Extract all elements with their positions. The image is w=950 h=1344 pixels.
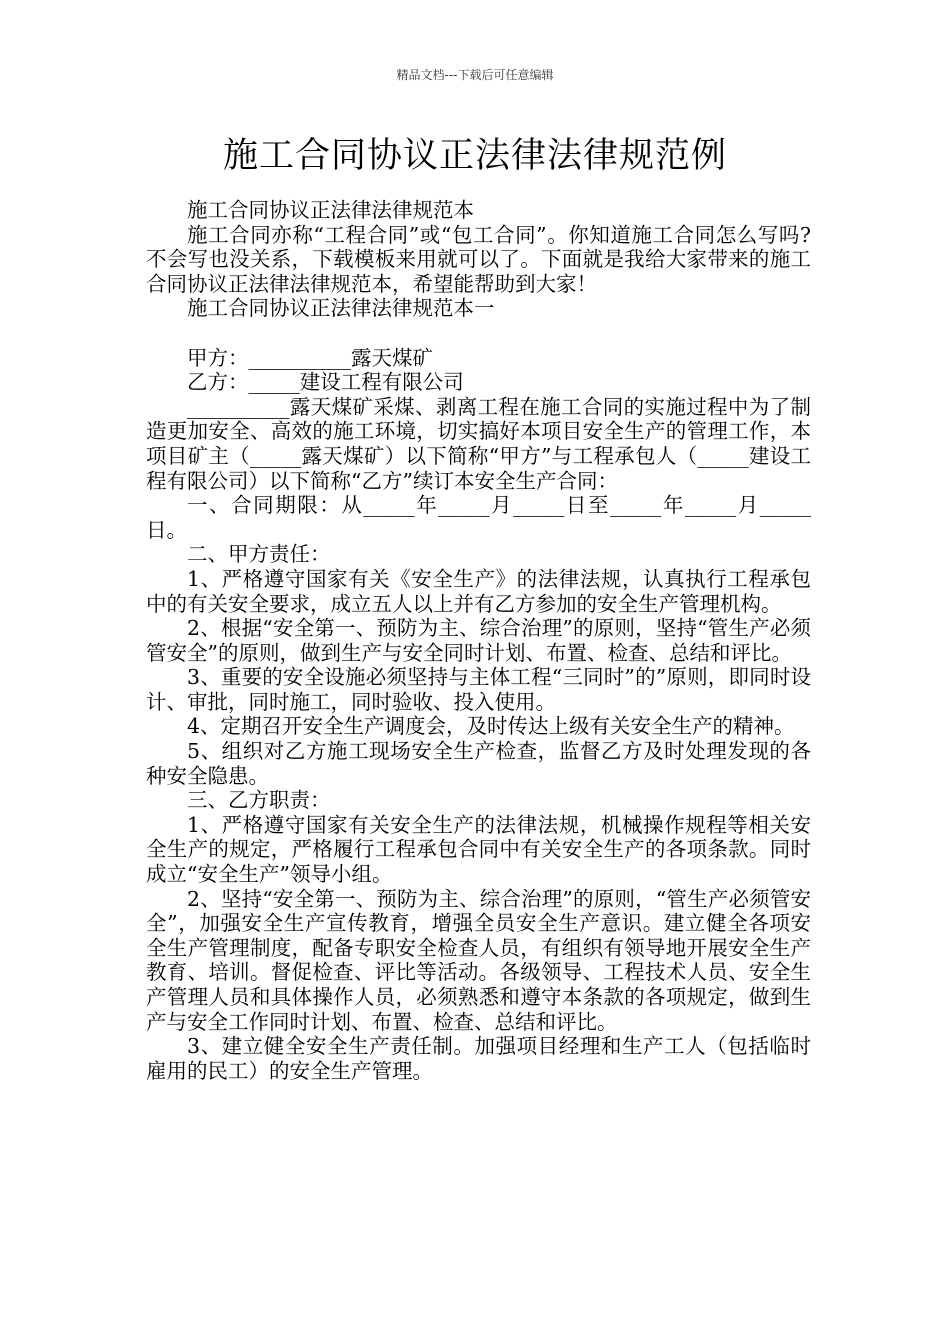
party-b-item-3: 3、建立健全安全生产责任制。加强项目经理和生产工人（包括临时雇用的民工）的安全生产管理。 <box>146 1034 811 1083</box>
paragraph-intro: 施工合同亦称“工程合同”或“包工合同”。你知道施工合同怎么写吗?不会写也没关系，下载模板来用就可以了。下面就是我给大家带来的施工合同协议正法律法律规范本，希望能帮助到大家！ <box>146 222 811 296</box>
page-header: 精品文档---下载后可任意编辑 <box>396 68 554 82</box>
party-b: 乙方：_____建设工程有限公司 <box>187 370 464 395</box>
party-a: 甲方：__________露天煤矿 <box>187 345 433 370</box>
party-a-item-3: 3、重要的安全设施必须坚持与主体工程“三同时”的”原则，即同时设计、审批，同时施工，同时验收、投入使用。 <box>146 665 811 714</box>
paragraph-section-heading: 施工合同协议正法律法律规范本一 <box>187 296 495 321</box>
document-body <box>146 198 811 1083</box>
heading-party-b-duties: 三、乙方职责： <box>187 788 331 813</box>
heading-party-a-duties: 二、甲方责任： <box>187 542 331 567</box>
party-a-item-2: 2、根据“安全第一、预防为主、综合治理”的原则，坚持“管生产必须管安全”的原则，做到生产与安全同时计划、布置、检查、总结和评比。 <box>146 616 811 665</box>
document-title: 施工合同协议正法律法律规范例 <box>222 136 727 176</box>
blank-line <box>146 321 811 346</box>
party-a-item-1: 1、严格遵守国家有关《安全生产》的法律法规，认真执行工程承包中的有关安全要求，成立五人以上并有乙方参加的安全生产管理机构。 <box>146 566 811 616</box>
paragraph-preamble: __________露天煤矿采煤、剥离工程在施工合同的实施过程中为了制造更加安全、高效的施工环境，切实搞好本项目安全生产的管理工作，本项目矿主（_____露天煤矿）以下简称“甲方”与工程承包人（_____建设工程有限公司）以下简称“乙方”续订本安全生产合同： <box>146 394 811 493</box>
paragraph-subtitle: 施工合同协议正法律法律规范本 <box>187 198 474 222</box>
party-a-item-5: 5、组织对乙方施工现场安全生产检查，监督乙方及时处理发现的各种安全隐患。 <box>146 739 811 788</box>
party-a-item-4: 4、定期召开安全生产调度会，及时传达上级有关安全生产的精神。 <box>187 714 795 739</box>
party-b-item-2: 2、坚持“安全第一、预防为主、综合治理”的原则，“管生产必须管安全”，加强安全生产宣传教育，增强全员安全生产意识。建立健全各项安全生产管理制度，配备专职安全检查人员，有组织有领导地开展安全生产教育、培训。督促检查、评比等活动。各级领导、工程技术人员、安全生产管理人员和具体操作人员，必须熟悉和遵守本条款的各项规定，做到生产与安全工作同时计划、布置、检查、总结和评比。 <box>146 886 811 1034</box>
clause-term: 一、合同期限：从_____年_____月_____日至_____年_____月_____日。 <box>146 493 811 542</box>
party-b-item-1: 1、严格遵守国家有关安全生产的法律法规，机械操作规程等相关安全生产的规定，严格履行工程承包合同中有关安全生产的各项条款。同时成立“安全生产”领导小组。 <box>146 812 811 887</box>
